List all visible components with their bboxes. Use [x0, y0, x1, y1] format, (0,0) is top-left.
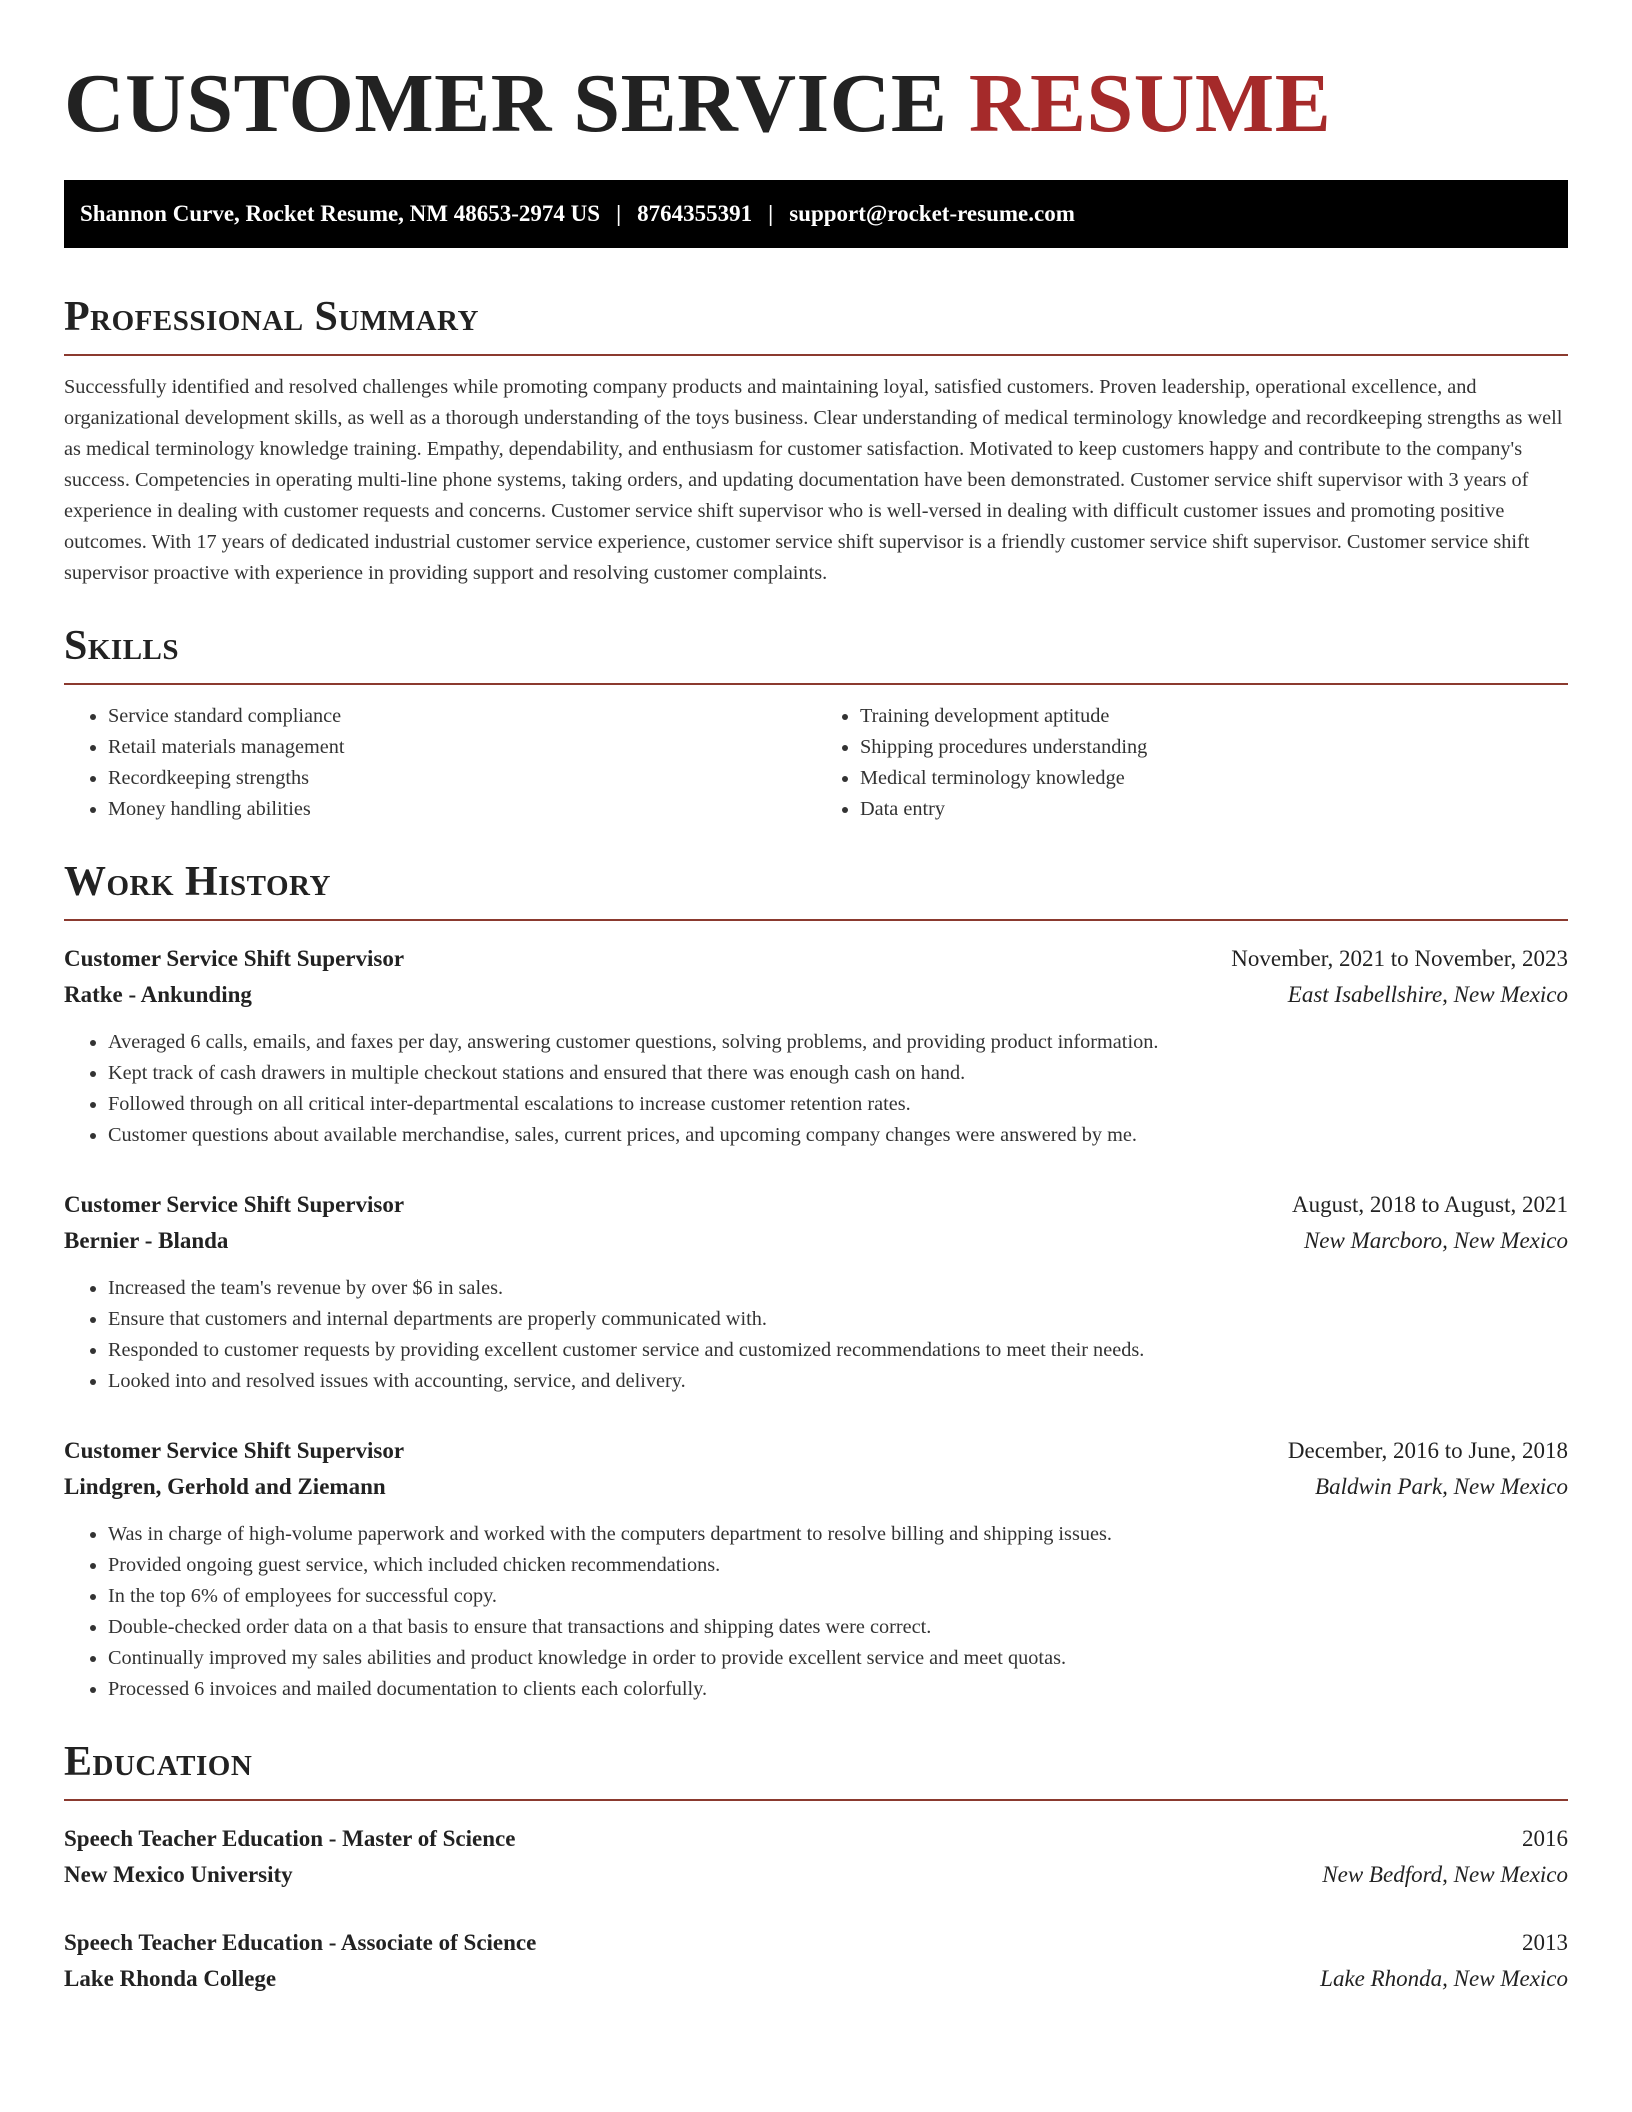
education-entry [64, 1925, 1568, 1997]
skills-column-left [64, 701, 816, 825]
job-dates: August, 2018 to August, 2021 [1291, 1192, 1568, 1217]
skills-section [64, 621, 1568, 825]
title-accent: RESUME [968, 57, 1332, 150]
job-bullet: • Increased the team's revenue by over $6 in sales. [108, 1273, 1568, 1304]
section-heading: Skills [64, 623, 180, 669]
job-bullet: • Double-checked order data on a that basis to ensure that transactions and shipping dates were correct. [108, 1612, 1568, 1643]
skill-item: • Service standard compliance [108, 701, 816, 732]
job-title: Customer Service Shift Supervisor [64, 946, 405, 971]
job-bullet: • Continually improved my sales abilities and product knowledge in order to provide excellent service and meet quotas. [108, 1643, 1568, 1674]
job-location: Baldwin Park, New Mexico [1315, 1474, 1568, 1499]
job-dates: November, 2021 to November, 2023 [1231, 946, 1568, 971]
school-name: New Mexico University [64, 1862, 293, 1887]
job-bullet: • Was in charge of high-volume paperwork and worked with the computers department to resolve billing and shipping issues. [108, 1519, 1568, 1550]
section-heading: Work History [64, 859, 331, 905]
contact-separator: | [768, 201, 774, 226]
work-history-section [64, 857, 1568, 1705]
contact-phone: 8764355391 [637, 201, 753, 226]
contact-address: Shannon Curve, Rocket Resume, NM 48653-2974 US [80, 201, 601, 226]
job-entry [64, 1187, 1568, 1397]
job-bullet: • Processed 6 invoices and mailed documentation to clients each colorfully. [108, 1674, 1568, 1705]
job-bullet: • Averaged 6 calls, emails, and faxes per day, answering customer questions, solving problems, and providing product information. [108, 1027, 1568, 1058]
job-entry [64, 941, 1568, 1151]
skill-item: • Recordkeeping strengths [108, 763, 816, 794]
skill-item: • Money handling abilities [108, 794, 816, 825]
summary-section [64, 292, 1568, 589]
job-bullet: • Provided ongoing guest service, which included chicken recommendations. [108, 1550, 1568, 1581]
school-location: Lake Rhonda, New Mexico [1320, 1966, 1568, 1991]
job-bullets [64, 1273, 1568, 1397]
skill-item: • Data entry [860, 794, 1568, 825]
skills-list [64, 701, 1568, 825]
job-entry [64, 1433, 1568, 1705]
section-heading: Education [64, 1739, 253, 1785]
school-location: New Bedford, New Mexico [1322, 1862, 1568, 1887]
job-bullet: • Ensure that customers and internal departments are properly communicated with. [108, 1304, 1568, 1335]
section-heading: Professional Summary [64, 294, 479, 340]
degree: Speech Teacher Education - Associate of Science [64, 1930, 537, 1955]
resume-title [64, 0, 1568, 152]
contact-separator: | [616, 201, 622, 226]
job-title: Customer Service Shift Supervisor [64, 1192, 405, 1217]
education-section [64, 1737, 1568, 1997]
job-company: Bernier - Blanda [64, 1228, 229, 1253]
job-title: Customer Service Shift Supervisor [64, 1438, 405, 1463]
section-divider [64, 919, 1568, 921]
job-bullet: • Responded to customer requests by providing excellent customer service and customized recommendations to meet their needs. [108, 1335, 1568, 1366]
job-bullet: • Kept track of cash drawers in multiple checkout stations and ensured that there was enough cash on hand. [108, 1058, 1568, 1089]
job-location: East Isabellshire, New Mexico [1287, 982, 1568, 1007]
school-name: Lake Rhonda College [64, 1966, 277, 1991]
job-bullet: • Customer questions about available merchandise, sales, current prices, and upcoming company changes were answered by me. [108, 1120, 1568, 1151]
summary-text: Successfully identified and resolved challenges while promoting company products and maintaining loyal, satisfied customers. Proven leadership, operational excellence, and organizational development skills, as well as a thorough understanding of the toys business. Clear understanding of medical terminology knowledge and recordkeeping strengths as well as medical terminology knowledge training. Empathy, dependability, and enthusiasm for customer satisfaction. Motivated to keep customers happy and contribute to the company's success. Competencies in operating multi-line phone systems, taking orders, and updating documentation have been demonstrated. Customer service shift supervisor with 3 years of experience in dealing with customer requests and concerns. Customer service shift supervisor who is well-versed in dealing with difficult customer issues and promoting positive outcomes. With 17 years of dedicated industrial customer service experience, customer service shift supervisor is a friendly customer service shift supervisor. Customer service shift supervisor proactive with experience in providing support and resolving customer complaints. [64, 376, 1563, 584]
job-company: Ratke - Ankunding [64, 982, 252, 1007]
skills-column-right [816, 701, 1568, 825]
degree: Speech Teacher Education - Master of Science [64, 1826, 516, 1851]
section-divider [64, 354, 1568, 356]
job-location: New Marcboro, New Mexico [1303, 1228, 1568, 1253]
education-entry [64, 1821, 1568, 1893]
job-bullet: • Looked into and resolved issues with accounting, service, and delivery. [108, 1366, 1568, 1397]
skill-item: • Medical terminology knowledge [860, 763, 1568, 794]
job-bullet: • Followed through on all critical inter-departmental escalations to increase customer retention rates. [108, 1089, 1568, 1120]
contact-email: support@rocket-resume.com [789, 201, 1075, 226]
job-bullets [64, 1027, 1568, 1151]
section-divider [64, 683, 1568, 685]
job-dates: December, 2016 to June, 2018 [1287, 1438, 1568, 1463]
job-company: Lindgren, Gerhold and Ziemann [64, 1474, 386, 1499]
title-main: CUSTOMER SERVICE [64, 57, 948, 150]
graduation-year: 2013 [1522, 1930, 1568, 1955]
section-divider [64, 1799, 1568, 1801]
skill-item: • Training development aptitude [860, 701, 1568, 732]
skill-item: • Retail materials management [108, 732, 816, 763]
graduation-year: 2016 [1522, 1826, 1568, 1851]
job-bullet: • In the top 6% of employees for successful copy. [108, 1581, 1568, 1612]
job-bullets [64, 1519, 1568, 1705]
skill-item: • Shipping procedures understanding [860, 732, 1568, 763]
contact-bar [64, 180, 1568, 248]
